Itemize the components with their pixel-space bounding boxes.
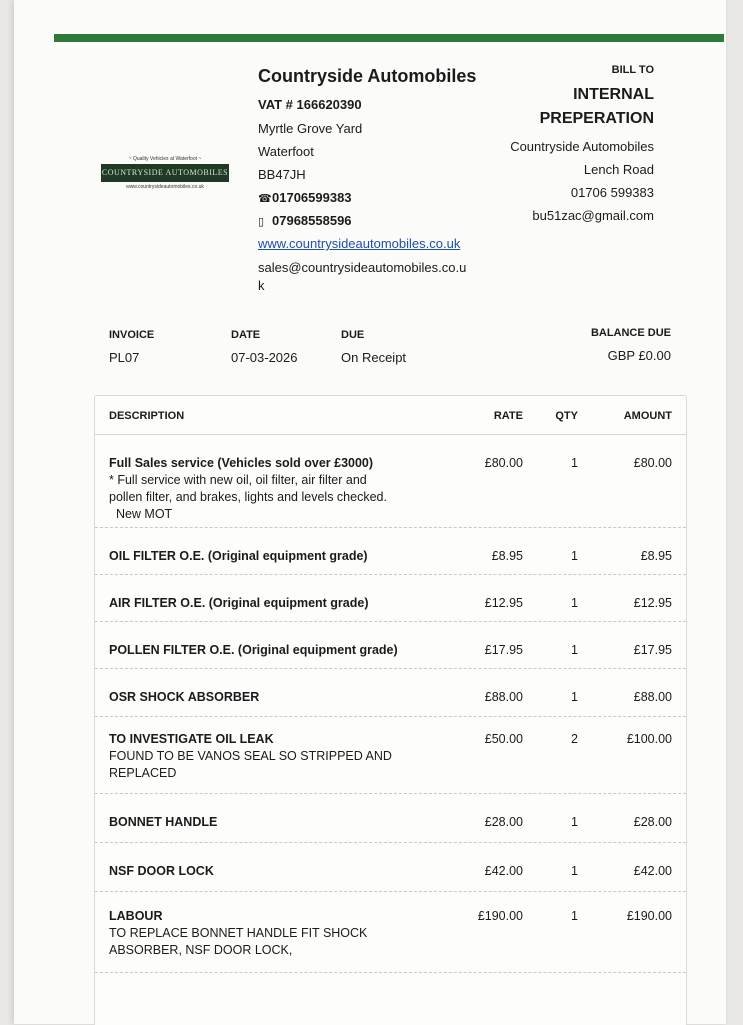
table-row <box>95 843 686 892</box>
row-description <box>109 642 439 659</box>
table-row <box>95 528 686 575</box>
row-qty: 1 <box>571 549 578 563</box>
invoice-paper <box>14 0 726 1024</box>
row-qty: 1 <box>571 909 578 923</box>
header-accent-bar <box>54 34 724 42</box>
row-amount: £17.95 <box>633 643 672 657</box>
row-description <box>109 731 439 782</box>
row-rate: £17.95 <box>484 643 523 657</box>
row-amount: £28.00 <box>633 815 672 829</box>
logo-tagline: ~ Quality Vehicles at Waterfoot ~ <box>128 156 202 162</box>
row-qty: 1 <box>571 815 578 829</box>
bill-to-block <box>414 64 654 231</box>
row-description <box>109 908 439 959</box>
invoice-date: 07-03-2026 <box>231 350 298 365</box>
row-title: POLLEN FILTER O.E. (Original equipment grade) <box>109 643 398 657</box>
bill-to-label: BILL TO <box>611 64 654 76</box>
company-name: Countryside Automobiles <box>258 66 477 86</box>
invoice-number: PL07 <box>109 350 140 365</box>
row-description <box>109 595 439 612</box>
row-title: OIL FILTER O.E. (Original equipment grade) <box>109 549 368 563</box>
row-rate: £28.00 <box>484 815 523 829</box>
row-amount: £190.00 <box>626 909 672 923</box>
email-part-1: sales@countrysideautomobiles.co.u <box>258 260 467 275</box>
row-rate: £190.00 <box>477 909 523 923</box>
row-detail-line: REPLACED <box>109 766 177 780</box>
vat-number: VAT # 166620390 <box>258 97 362 112</box>
row-description <box>109 863 439 880</box>
row-amount: £88.00 <box>633 690 672 704</box>
email-part-2: k <box>258 278 265 293</box>
row-title: BONNET HANDLE <box>109 815 218 829</box>
row-qty: 2 <box>571 732 578 746</box>
row-rate: £42.00 <box>484 864 523 878</box>
balance-due-value: GBP £0.00 <box>607 348 671 363</box>
bill-to-street: Lench Road <box>583 162 654 177</box>
company-email[interactable] <box>258 259 488 295</box>
row-description <box>109 548 439 565</box>
row-detail-line: pollen filter, and brakes, lights and levels checked. <box>109 490 387 504</box>
row-detail-line: * Full service with new oil, oil filter, air filter and <box>109 473 367 487</box>
postcode: BB47JH <box>258 167 306 182</box>
row-title: Full Sales service (Vehicles sold over £3000) <box>109 456 374 470</box>
invoice-number-col <box>109 329 154 365</box>
row-qty: 1 <box>571 456 578 470</box>
row-title: OSR SHOCK ABSORBER <box>109 690 260 704</box>
table-row <box>95 892 686 973</box>
invoice-due: On Receipt <box>341 350 407 365</box>
row-amount: £12.95 <box>633 596 672 610</box>
table-row <box>95 622 686 669</box>
row-rate: £50.00 <box>484 732 523 746</box>
row-rate: £80.00 <box>484 456 523 470</box>
row-qty: 1 <box>571 643 578 657</box>
mobile-icon: ▯ <box>258 216 265 228</box>
date-label: DATE <box>231 329 261 341</box>
table-row <box>95 794 686 843</box>
row-rate: £88.00 <box>484 690 523 704</box>
mobile-number: 07968558596 <box>272 213 352 228</box>
address-line-1: Myrtle Grove Yard <box>258 121 363 136</box>
row-amount: £8.95 <box>640 549 672 563</box>
table-row <box>95 435 686 528</box>
row-detail-line: New MOT <box>109 507 173 521</box>
bill-to-name-1: INTERNAL <box>573 86 654 103</box>
line-items-table <box>94 395 687 1025</box>
row-rate: £12.95 <box>484 596 523 610</box>
row-detail-line: FOUND TO BE VANOS SEAL SO STRIPPED AND <box>109 749 392 763</box>
header-description: DESCRIPTION <box>109 410 185 422</box>
row-amount: £42.00 <box>633 864 672 878</box>
header-amount: AMOUNT <box>623 410 672 422</box>
row-detail-line: TO REPLACE BONNET HANDLE FIT SHOCK <box>109 926 368 940</box>
address-line-2: Waterfoot <box>258 144 314 159</box>
website-line <box>258 236 488 251</box>
row-qty: 1 <box>571 690 578 704</box>
row-description <box>109 455 439 523</box>
row-amount: £80.00 <box>633 456 672 470</box>
balance-due-col <box>591 327 671 363</box>
row-rate: £8.95 <box>491 549 523 563</box>
phone-icon: ☎ <box>258 193 272 205</box>
bill-to-name-2: PREPERATION <box>539 110 654 127</box>
invoice-label: INVOICE <box>109 329 155 341</box>
table-row <box>95 575 686 622</box>
bill-to-email: bu51zac@gmail.com <box>532 208 654 223</box>
header-qty: QTY <box>555 410 578 422</box>
company-logo <box>100 156 230 202</box>
row-qty: 1 <box>571 864 578 878</box>
bill-to-name <box>414 83 654 131</box>
row-detail-line: ABSORBER, NSF DOOR LOCK, <box>109 943 293 957</box>
invoice-due-col <box>341 329 406 365</box>
website-link[interactable]: www.countrysideautomobiles.co.uk <box>258 236 461 251</box>
row-description <box>109 814 439 831</box>
bill-to-company: Countryside Automobiles <box>510 139 654 154</box>
row-description <box>109 689 439 706</box>
due-label: DUE <box>341 329 365 341</box>
row-title: LABOUR <box>109 909 163 923</box>
row-amount: £100.00 <box>626 732 672 746</box>
row-qty: 1 <box>571 596 578 610</box>
row-title: AIR FILTER O.E. (Original equipment grade) <box>109 596 369 610</box>
balance-due-label: BALANCE DUE <box>590 327 671 339</box>
invoice-date-col <box>231 329 298 365</box>
table-row <box>95 717 686 794</box>
table-row <box>95 669 686 717</box>
header-rate: RATE <box>493 410 523 422</box>
row-title: TO INVESTIGATE OIL LEAK <box>109 732 274 746</box>
row-title: NSF DOOR LOCK <box>109 864 214 878</box>
logo-url: www.countrysideautomobiles.co.uk <box>126 184 204 190</box>
bill-to-phone: 01706 599383 <box>570 185 654 200</box>
logo-name: COUNTRYSIDE AUTOMOBILES <box>101 164 229 182</box>
table-header <box>95 396 686 435</box>
phone-number: 01706599383 <box>272 190 352 205</box>
table-body <box>95 435 686 973</box>
